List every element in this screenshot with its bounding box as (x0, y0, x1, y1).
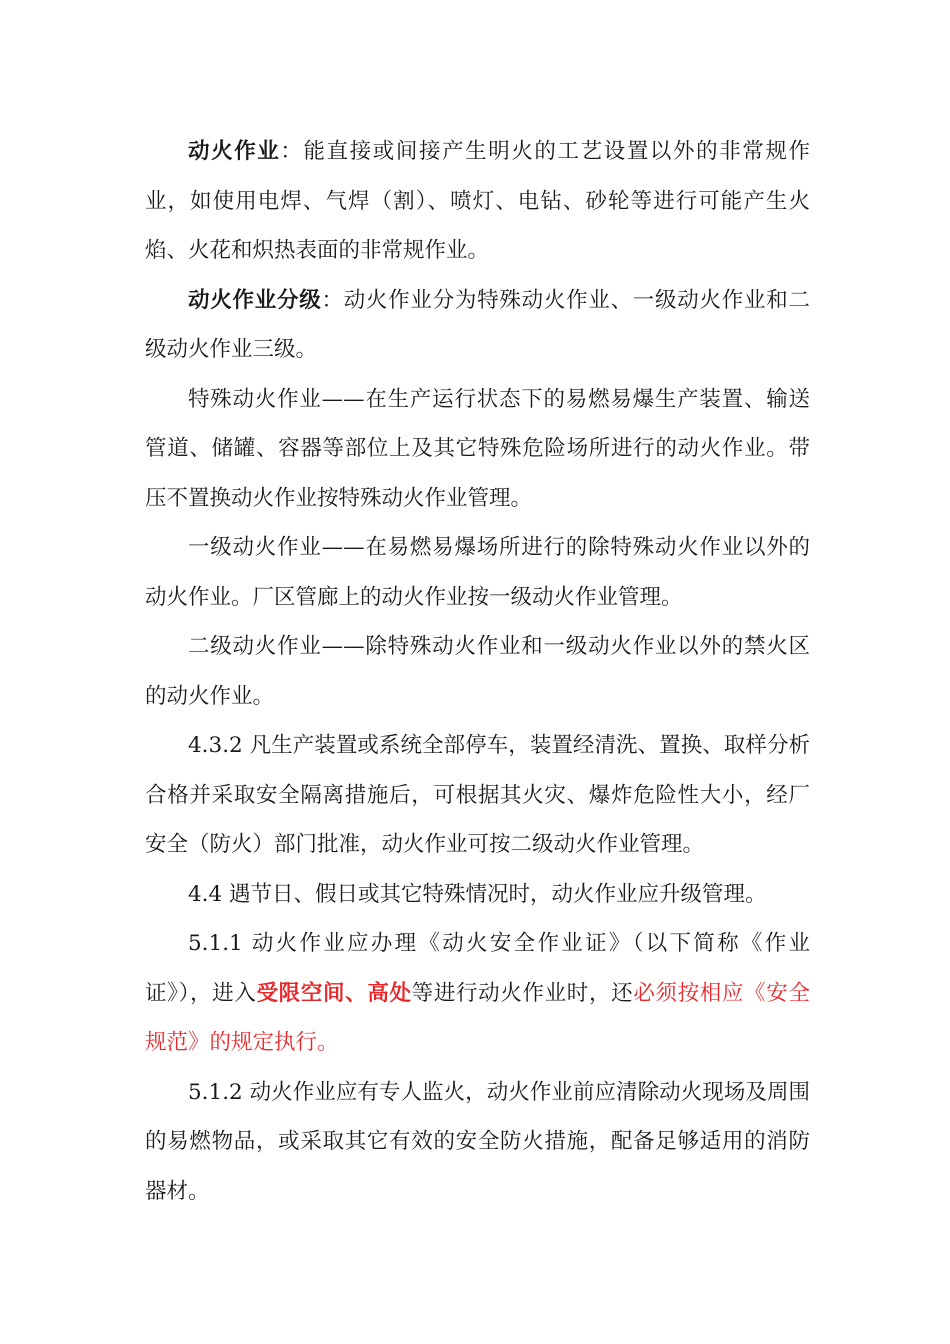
clause-5-1-1-red-tail: 必须按相应《安全规范》的规定执行。 (145, 980, 810, 1055)
paragraph-level-two-hot-work: 二级动火作业——除特殊动火作业和一级动火作业以外的禁火区的动火作业。 (145, 634, 810, 709)
term-hot-work: 动火作业 (188, 139, 281, 164)
definition-hot-work-classification: ：动火作业分为特殊动火作业、一级动火作业和二级动火作业三级。 (145, 287, 810, 362)
paragraph-hot-work-definition (145, 127, 810, 276)
paragraph-clause-5-1-2: 5.1.2 动火作业应有专人监火，动火作业前应清除动火现场及周围的易燃物品，或采取其它有效的安全防火措施，配备足够适用的消防器材。 (145, 1079, 810, 1204)
paragraph-clause-5-1-1 (145, 919, 810, 1068)
clause-5-1-1-text-a: 5.1.1 动火作业应办理《动火安全作业证》（以下简称《作业证》），进入 (145, 931, 810, 1006)
document-body (145, 127, 810, 1216)
paragraph-clause-4-4: 4.4 遇节日、假日或其它特殊情况时，动火作业应升级管理。 (188, 881, 767, 907)
paragraph-level-one-hot-work: 一级动火作业——在易燃易爆场所进行的除特殊动火作业以外的动火作业。厂区管廊上的动火作业按一级动火作业管理。 (145, 535, 810, 610)
paragraph-clause-4-3-2: 4.3.2 凡生产装置或系统全部停车，装置经清洗、置换、取样分析合格并采取安全隔离措施后，可根据其火灾、爆炸危险性大小，经厂安全（防火）部门批准，动火作业可按二级动火作业管理。 (145, 733, 810, 857)
clause-5-1-1-text-b: 等进行动火作业时，还 (411, 980, 634, 1006)
clause-5-1-1-highlight: 受限空间、高处 (256, 980, 412, 1006)
paragraph-hot-work-classification (145, 276, 810, 375)
definition-hot-work: ：能直接或间接产生明火的工艺设置以外的非常规作业，如使用电焊、气焊（割）、喷灯、电钻、砂轮等进行可能产生火焰、火花和炽热表面的非常规作业。 (145, 139, 810, 263)
term-hot-work-classification: 动火作业分级 (188, 287, 322, 313)
paragraph-special-hot-work: 特殊动火作业——在生产运行状态下的易燃易爆生产装置、输送管道、储罐、容器等部位上及其它特殊危险场所进行的动火作业。带压不置换动火作业按特殊动火作业管理。 (145, 386, 810, 511)
